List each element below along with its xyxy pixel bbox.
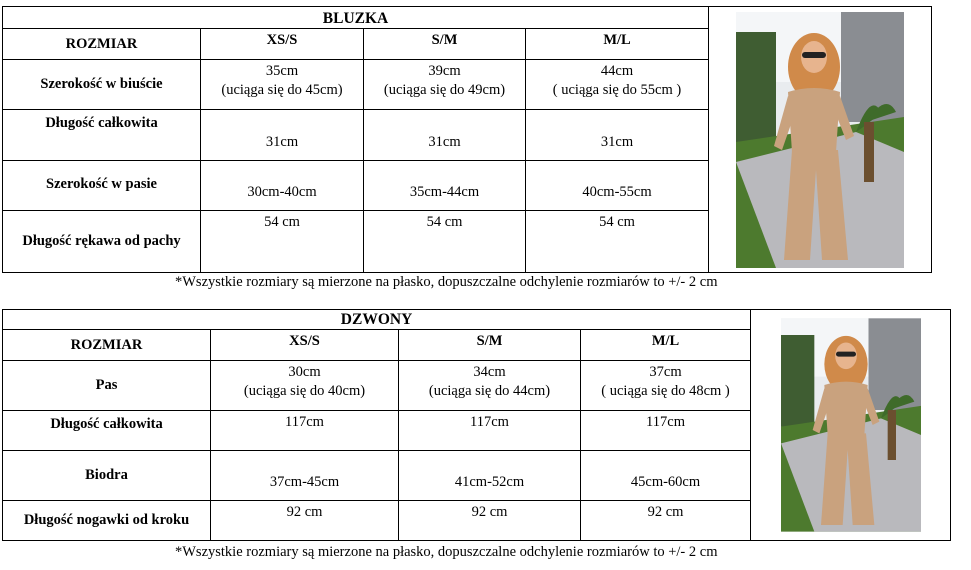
bluzka-length-xs-s: 31cm	[201, 110, 364, 161]
bluzka-size-m-l: M/L	[526, 29, 709, 60]
bluzka-size-s-m: S/M	[364, 29, 526, 60]
dzwony-inseam-m-l: 92 cm	[581, 501, 751, 541]
dzwony-hips-s-m: 41cm-52cm	[399, 451, 581, 501]
bluzka-bust-xs-s: 35cm (uciąga się do 45cm)	[201, 60, 364, 110]
dzwony-length-xs-s: 117cm	[211, 411, 399, 451]
dzwony-size-label: ROZMIAR	[3, 330, 211, 361]
bluzka-bust-m-l: 44cm ( uciąga się do 55cm )	[526, 60, 709, 110]
dzwony-waist-m-l: 37cm ( uciąga się do 48cm )	[581, 361, 751, 411]
dzwony-row-label-inseam: Długość nogawki od kroku	[3, 501, 211, 541]
bluzka-size-table	[2, 6, 932, 273]
bluzka-row-label-bust: Szerokość w biuście	[3, 60, 201, 110]
dzwony-length-s-m: 117cm	[399, 411, 581, 451]
bluzka-row-label-sleeve: Długość rękawa od pachy	[3, 211, 201, 273]
bluzka-length-m-l: 31cm	[526, 110, 709, 161]
dzwony-row-label-length: Długość całkowita	[3, 411, 211, 451]
bluzka-length-s-m: 31cm	[364, 110, 526, 161]
bluzka-photo-cell	[709, 7, 932, 273]
dzwony-row-label-waist: Pas	[3, 361, 211, 411]
model-photo-icon	[736, 12, 904, 268]
bluzka-row-label-length: Długość całkowita	[3, 110, 201, 161]
dzwony-size-table	[2, 309, 951, 541]
dzwony-photo-cell	[751, 310, 951, 541]
model-photo-icon	[781, 316, 921, 534]
dzwony-inseam-xs-s: 92 cm	[211, 501, 399, 541]
bluzka-size-xs-s: XS/S	[201, 29, 364, 60]
dzwony-waist-xs-s: 30cm (uciąga się do 40cm)	[211, 361, 399, 411]
dzwony-length-m-l: 117cm	[581, 411, 751, 451]
dzwony-note: *Wszystkie rozmiary są mierzone na płasko, dopuszczalne odchylenie rozmiarów to +/- 2 cm	[175, 544, 718, 560]
bluzka-sleeve-xs-s: 54 cm	[201, 211, 364, 273]
dzwony-waist-s-m: 34cm (uciąga się do 44cm)	[399, 361, 581, 411]
bluzka-title: BLUZKA	[3, 7, 709, 29]
dzwony-hips-xs-s: 37cm-45cm	[211, 451, 399, 501]
dzwony-size-xs-s: XS/S	[211, 330, 399, 361]
bluzka-sleeve-s-m: 54 cm	[364, 211, 526, 273]
dzwony-size-m-l: M/L	[581, 330, 751, 361]
dzwony-hips-m-l: 45cm-60cm	[581, 451, 751, 501]
bluzka-bust-s-m: 39cm (uciąga się do 49cm)	[364, 60, 526, 110]
bluzka-row-label-waist: Szerokość w pasie	[3, 161, 201, 211]
bluzka-waist-xs-s: 30cm-40cm	[201, 161, 364, 211]
bluzka-size-label: ROZMIAR	[3, 29, 201, 60]
dzwony-inseam-s-m: 92 cm	[399, 501, 581, 541]
dzwony-size-s-m: S/M	[399, 330, 581, 361]
bluzka-sleeve-m-l: 54 cm	[526, 211, 709, 273]
bluzka-note: *Wszystkie rozmiary są mierzone na płasko, dopuszczalne odchylenie rozmiarów to +/- 2 cm	[175, 274, 718, 290]
dzwony-row-label-hips: Biodra	[3, 451, 211, 501]
bluzka-waist-m-l: 40cm-55cm	[526, 161, 709, 211]
dzwony-title: DZWONY	[3, 310, 751, 330]
bluzka-waist-s-m: 35cm-44cm	[364, 161, 526, 211]
